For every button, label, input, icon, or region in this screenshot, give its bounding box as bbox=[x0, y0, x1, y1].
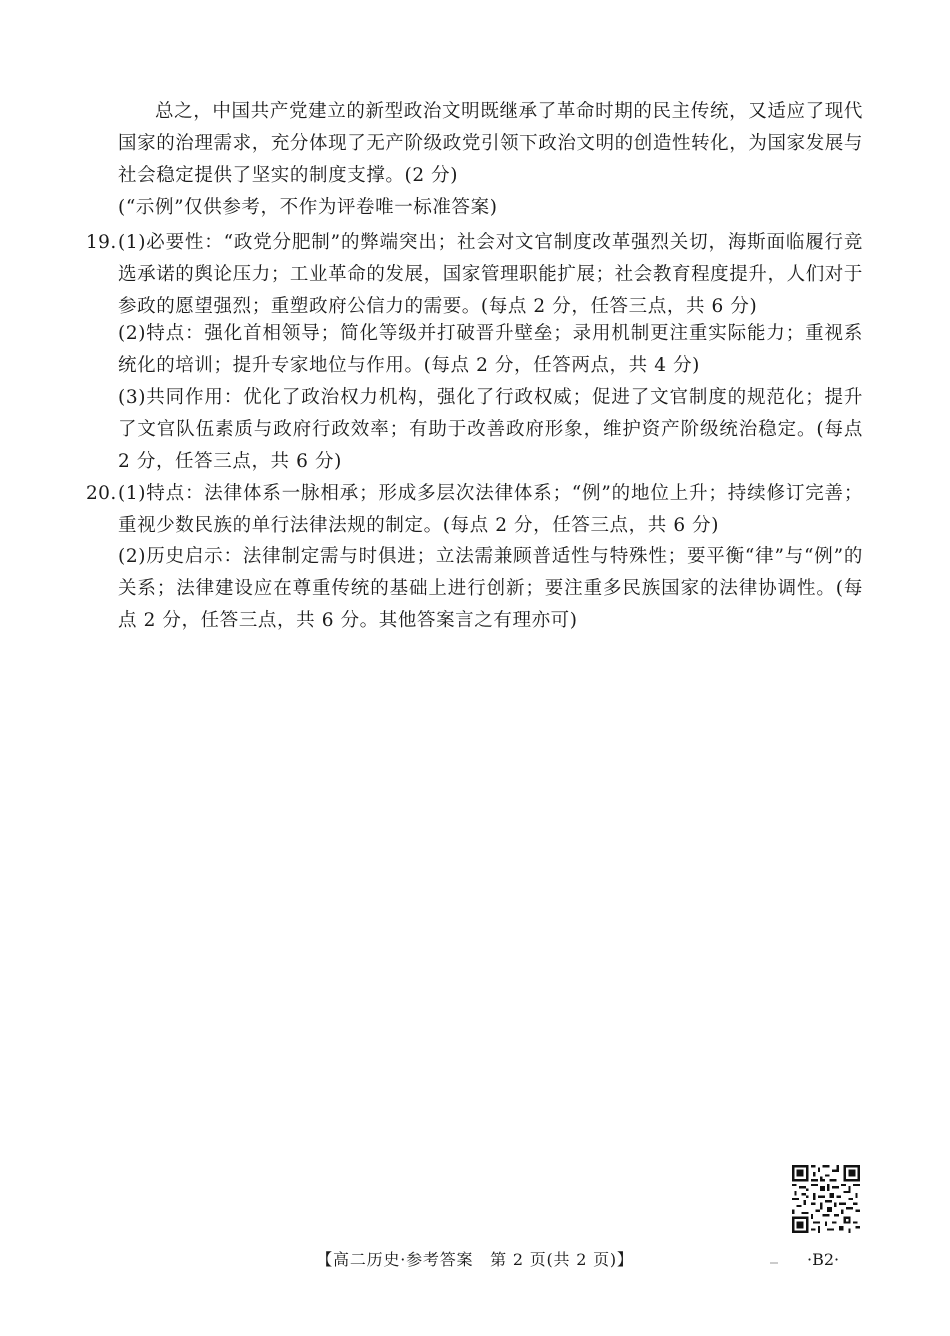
page-code: ·B2· bbox=[807, 1250, 840, 1269]
question-20-part-2: (2)历史启示：法律制定需与时俱进；立法需兼顾普适性与特殊性；要平衡“律”与“例”的关系；法律建设应在尊重传统的基础上进行创新；要注重多民族国家的法律协调性。(每点 2 分，任答三点，共 6 分。其他答案言之有理亦可) bbox=[118, 546, 863, 631]
question-20-part-1: (1)特点：法律体系一脉相承；形成多层次法律体系；“例”的地位上升；持续修订完善；重视少数民族的单行法律法规的制定。(每点 2 分，任答三点，共 6 分) bbox=[118, 483, 863, 536]
question-20-number: 20. bbox=[86, 483, 117, 504]
question-19-number: 19. bbox=[86, 232, 117, 253]
question-19-part-1: (1)必要性：“政党分肥制”的弊端突出；社会对文官制度改革强烈关切，海斯面临履行竞选承诺的舆论压力；工业革命的发展，国家管理职能扩展；社会教育程度提升，人们对于参政的愿望强烈；重塑政府公信力的需要。(每点 2 分，任答三点，共 6 分) bbox=[118, 232, 863, 317]
scan-mark bbox=[770, 1262, 778, 1264]
question-19-part-3: (3)共同作用：优化了政治权力机构，强化了行政权威；促进了文官制度的规范化；提升了文官队伍素质与政府行政效率；有助于改善政府形象，维护资产阶级统治稳定。(每点 2 分，任答三点，共 6 分) bbox=[118, 387, 863, 472]
example-note: (“示例”仅供参考，不作为评卷唯一标准答案) bbox=[118, 197, 498, 218]
conclusion-paragraph: 总之，中国共产党建立的新型政治文明既继承了革命时期的民主传统，又适应了现代国家的治理需求，充分体现了无产阶级政党引领下政治文明的创造性转化，为国家发展与社会稳定提供了坚实的制度支撑。(2 分) bbox=[118, 101, 863, 186]
question-19-part-2: (2)特点：强化首相领导；简化等级并打破晋升壁垒；录用机制更注重实际能力；重视系统化的培训；提升专家地位与作用。(每点 2 分，任答两点，共 4 分) bbox=[118, 323, 863, 376]
qr-code-icon[interactable] bbox=[792, 1165, 860, 1233]
page-footer-label: 【高二历史·参考答案 第 2 页(共 2 页)】 bbox=[316, 1250, 634, 1269]
